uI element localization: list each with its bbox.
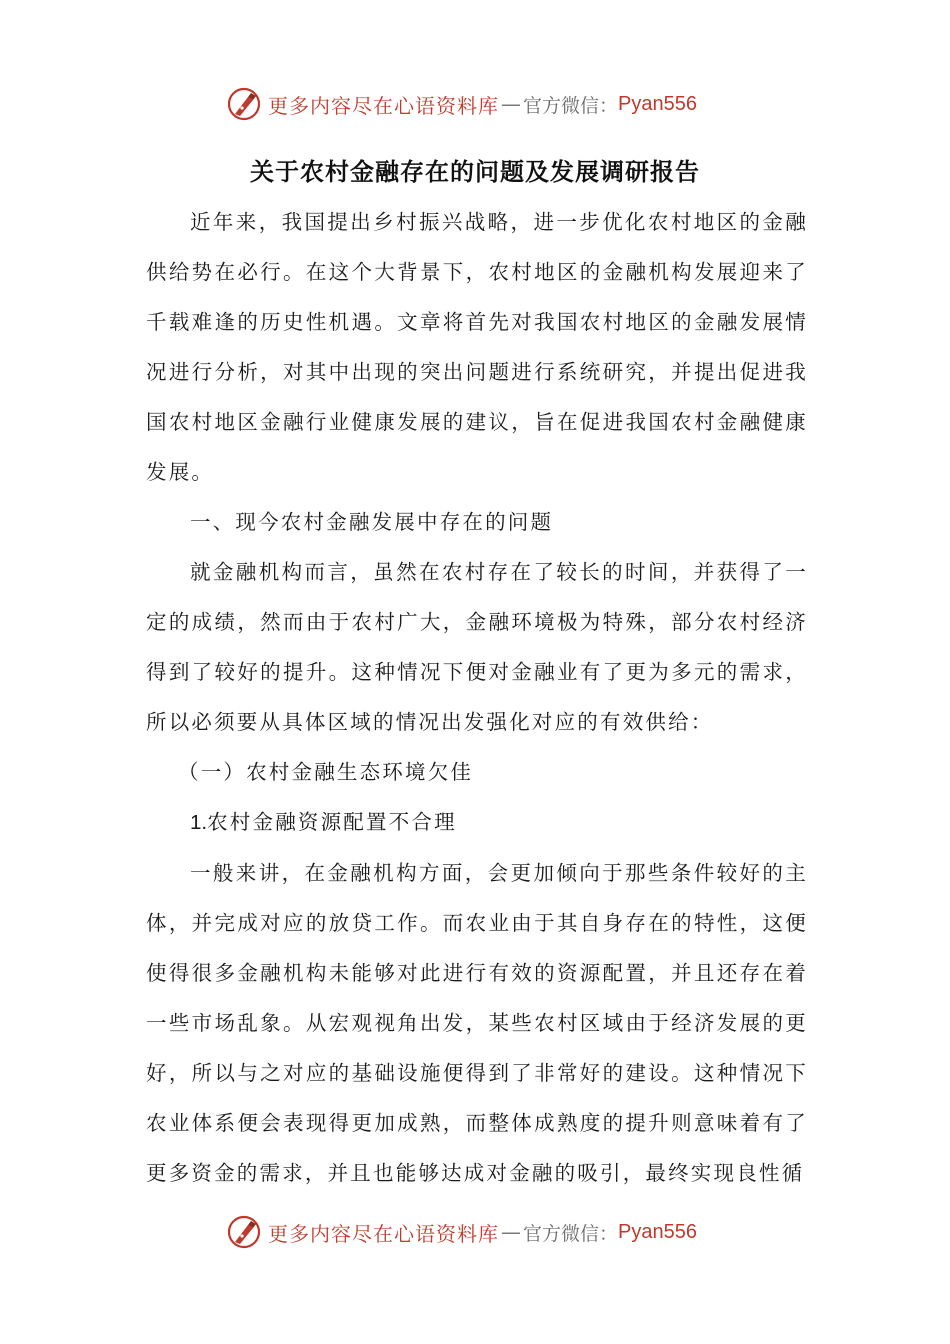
item-heading-text: 农村金融资源配置不合理 (207, 810, 457, 834)
intro-paragraph: 近年来，我国提出乡村振兴战略，进一步优化农村地区的金融供给势在必行。在这个大背景下，农村地区的金融机构发展迎来了千载难逢的历史性机遇。文章将首先对我国农村地区的金融发展情况进行分析，对其中出现的突出问题进行系统研究，并提出促进我国农村地区金融行业健康发展的建议，旨在促进我国农村金融健康发展。 (146, 210, 808, 484)
subsection-heading: （一）农村金融生态环境欠佳 (178, 760, 474, 784)
watermark-dash: — (501, 1220, 521, 1244)
item-number: 1. (190, 811, 208, 834)
footer-watermark (226, 1212, 746, 1252)
section-heading: 一、现今农村金融发展中存在的问题 (190, 510, 554, 534)
watermark-text: 更多内容尽在心语资料库 (268, 93, 499, 118)
item-paragraph: 一般来讲，在金融机构方面，会更加倾向于那些条件较好的主体，并完成对应的放贷工作。而农业由于其自身存在的特性，这便使得很多金融机构未能够对此进行有效的资源配置，并且还存在着一些市场乱象。从宏观视角出发，某些农村区域由于经济发展的更好，所以与之对应的基础设施便得到了非常好的建设。这种情况下农业体系便会表现得更加成熟，而整体成熟度的提升则意味着有了更多资金的需求，并且也能够达成对金融的吸引，最终实现良性循 (146, 861, 808, 1185)
watermark-label: 官方微信： (523, 1222, 619, 1245)
section-paragraph: 就金融机构而言，虽然在农村存在了较长的时间，并获得了一定的成绩，然而由于农村广大，金融环境极为特殊，部分农村经济得到了较好的提升。这种情况下便对金融业有了更为多元的需求，所以必须要从具体区域的情况出发强化对应的有效供给： (146, 560, 808, 734)
watermark-wechat-id: Pyan556 (618, 92, 697, 115)
header-watermark (226, 84, 746, 124)
document-title: 关于农村金融存在的问题及发展调研报告 (250, 158, 700, 186)
watermark-text: 更多内容尽在心语资料库 (268, 1221, 499, 1246)
watermark-wechat-id: Pyan556 (618, 1220, 697, 1243)
pen-nib-logo-icon (226, 1214, 262, 1250)
watermark-dash: — (501, 92, 521, 116)
item-heading (146, 797, 808, 848)
document-body (146, 197, 808, 1198)
pen-nib-logo-icon (226, 86, 262, 122)
watermark-label: 官方微信： (523, 94, 619, 117)
